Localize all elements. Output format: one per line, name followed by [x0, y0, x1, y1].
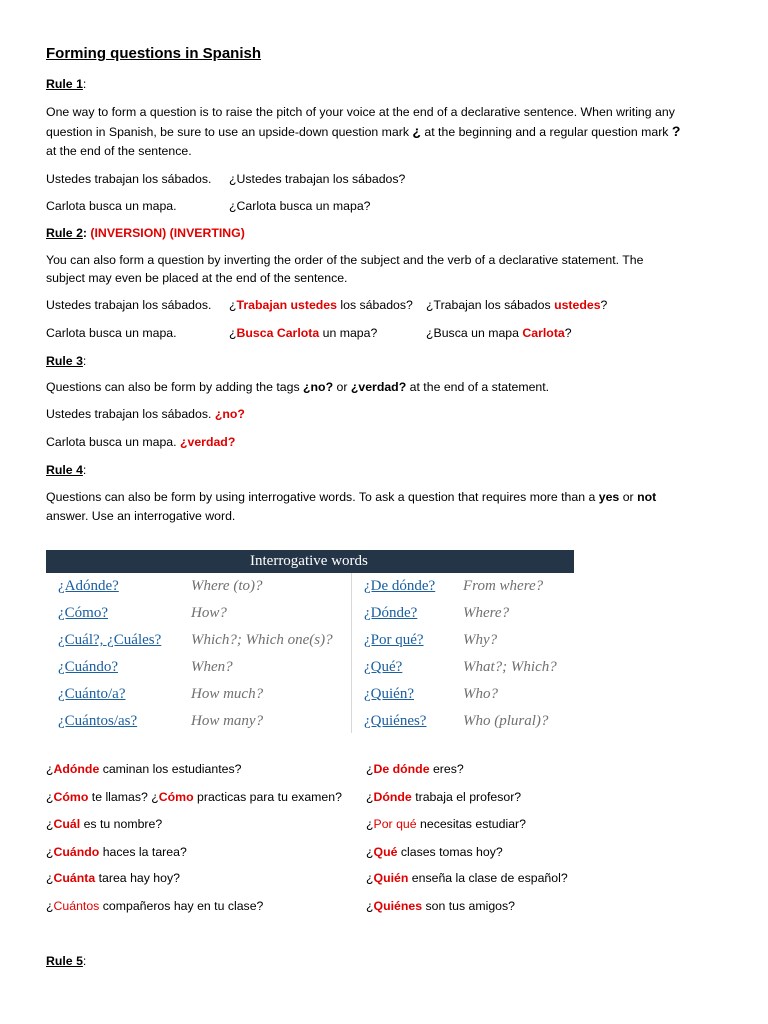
rule-4-paragraph — [46, 488, 726, 525]
q-open: ¿ — [366, 845, 374, 859]
word-meaning: From where? — [463, 578, 544, 594]
rule-2-example-2-left: Carlota busca un mapa. — [46, 326, 177, 340]
rule-1-text-b2: at the beginning and a regular question mark — [420, 125, 672, 139]
rule-4-label: Rule 4 — [46, 463, 83, 477]
interrogative-word-link[interactable]: ¿Por qué? — [364, 632, 424, 648]
example-question — [46, 845, 187, 860]
rule-3-colon: : — [82, 354, 87, 368]
example-question — [46, 762, 241, 777]
rule-1-heading — [46, 77, 86, 92]
rule-1-example-2-right: ¿Carlota busca un mapa? — [229, 199, 371, 213]
rule-2-line-a: You can also form a question by inverting the order of the subject and the verb of a declarative statement. The — [46, 253, 644, 267]
inverted-verb-subject: Trabajan ustedes — [236, 298, 337, 312]
interrogative-word-link[interactable]: ¿Quién? — [364, 686, 414, 702]
example-question — [46, 790, 342, 805]
table-column-divider — [351, 573, 352, 733]
rule-3-or: or — [333, 380, 351, 394]
q-rest: un mapa? — [319, 326, 378, 340]
interrogative-words-table — [46, 550, 574, 736]
q-open: ¿ — [46, 871, 54, 885]
q-open: ¿ — [229, 298, 237, 312]
q-rest: los sábados? — [336, 298, 413, 312]
word-not: not — [637, 490, 657, 504]
example-question — [46, 899, 263, 914]
table-header — [46, 550, 574, 573]
word-meaning: When? — [191, 659, 233, 675]
question-word: Cuánta — [53, 871, 96, 885]
rule-2-line-b: subject may even be placed at the end of the sentence. — [46, 270, 348, 285]
word-meaning: Where (to)? — [191, 578, 263, 594]
question-word: Cuántos — [53, 899, 100, 913]
q-rest: te llamas? ¿ — [88, 790, 159, 804]
q-rest: haces la tarea? — [99, 845, 187, 859]
regular-question-mark: ? — [671, 123, 681, 139]
statement: Ustedes trabajan los sábados. — [46, 407, 215, 421]
interrogative-word-link[interactable]: ¿Qué? — [364, 659, 403, 675]
example-question — [46, 871, 180, 886]
rule-1-paragraph — [46, 103, 726, 161]
q-start: ¿Trabajan los sábados — [426, 298, 555, 312]
word-meaning: Where? — [463, 605, 510, 621]
question-word: Quién — [373, 871, 409, 885]
rule-1-label: Rule 1 — [46, 77, 83, 91]
tag-question: ¿verdad? — [179, 435, 236, 449]
rule-4-line-a — [46, 488, 726, 507]
rule-1-text-b1: question in Spanish, be sure to use an upside-down question mark — [46, 125, 413, 139]
example-question — [366, 871, 568, 886]
interrogative-word-link[interactable]: ¿Dónde? — [364, 605, 418, 621]
rule-3-paragraph — [46, 380, 549, 395]
rule-2-label: Rule 2 — [46, 226, 83, 240]
question-word: Qué — [373, 845, 398, 859]
question-word: Cómo — [53, 790, 89, 804]
question-word: Cómo — [158, 790, 194, 804]
q-close: ? — [564, 326, 572, 340]
q-open: ¿ — [46, 845, 54, 859]
interrogative-word-link[interactable]: ¿Adónde? — [58, 578, 119, 594]
q-rest: necesitas estudiar? — [416, 817, 526, 831]
q-rest: compañeros hay en tu clase? — [99, 899, 264, 913]
rule-3-label: Rule 3 — [46, 354, 83, 368]
word-meaning: How? — [191, 605, 227, 621]
word-meaning: Who? — [463, 686, 498, 702]
upside-down-question-mark: ¿ — [412, 123, 421, 139]
rule-2-example-1-left: Ustedes trabajan los sábados. — [46, 298, 212, 312]
rule-2-example-1-mid — [229, 298, 413, 313]
q-rest: eres? — [429, 762, 464, 776]
inverted-verb-subject: Busca Carlota — [236, 326, 320, 340]
q-rest: tarea hay hoy? — [95, 871, 180, 885]
rule-4-line-b: answer. Use an interrogative word. — [46, 508, 236, 523]
interrogative-word-link[interactable]: ¿Cuánto/a? — [58, 686, 126, 702]
example-question — [366, 790, 521, 805]
rule-4-text-a: Questions can also be form by using interrogative words. To ask a question that requires more than a — [46, 490, 599, 504]
rule-5-label: Rule 5 — [46, 954, 83, 968]
q-rest: clases tomas hoy? — [397, 845, 503, 859]
rule-2-example-2-right — [426, 326, 572, 341]
question-word: Quiénes — [373, 899, 423, 913]
rule-2-paragraph — [46, 252, 726, 287]
question-word: Cuándo — [53, 845, 100, 859]
q-open: ¿ — [46, 762, 54, 776]
rule-1-line-c: at the end of the sentence. — [46, 144, 192, 158]
subject-at-end: Carlota — [522, 326, 565, 340]
interrogative-word-link[interactable]: ¿Cuántos/as? — [58, 713, 138, 729]
question-word: Dónde — [373, 790, 412, 804]
q-open: ¿ — [366, 790, 374, 804]
q-rest: son tus amigos? — [422, 899, 516, 913]
q-open: ¿ — [46, 817, 54, 831]
word-meaning: How many? — [191, 713, 264, 729]
rule-1-line-a: One way to form a question is to raise the pitch of your voice at the end of a declarative sentence. When writing any — [46, 105, 675, 119]
interrogative-word-link[interactable]: ¿Quiénes? — [364, 713, 427, 729]
example-question — [366, 762, 464, 777]
rule-2-colon: : — [82, 226, 91, 240]
word-meaning: Which?; Which one(s)? — [191, 632, 333, 648]
interrogative-word-link[interactable]: ¿De dónde? — [364, 578, 436, 594]
interrogative-word-link[interactable]: ¿Cómo? — [58, 605, 108, 621]
q-start: ¿Busca un mapa — [426, 326, 523, 340]
tag-question: ¿no? — [214, 407, 245, 421]
rule-2-heading — [46, 226, 245, 241]
q-open: ¿ — [366, 817, 374, 831]
q-open: ¿ — [46, 899, 54, 913]
interrogative-word-link[interactable]: ¿Cuál?, ¿Cuáles? — [58, 632, 162, 648]
q-open: ¿ — [366, 899, 374, 913]
question-word: De dónde — [373, 762, 430, 776]
tag-no: ¿no? — [303, 380, 334, 394]
rule-1-colon: : — [82, 77, 87, 91]
statement: Carlota busca un mapa. — [46, 435, 180, 449]
rule-4-or: or — [619, 490, 638, 504]
rule-4-colon: : — [82, 463, 87, 477]
rule-3-text-b: at the end of a statement. — [406, 380, 550, 394]
rule-1-example-1-right: ¿Ustedes trabajan los sábados? — [229, 172, 406, 186]
rule-5-colon: : — [82, 954, 87, 968]
rule-2-example-2-mid — [229, 326, 377, 341]
rule-1-example-2-left: Carlota busca un mapa. — [46, 199, 177, 213]
example-question — [366, 899, 515, 914]
question-word: Adónde — [53, 762, 100, 776]
q-rest: enseña la clase de español? — [408, 871, 568, 885]
rule-3-example-2 — [46, 435, 235, 450]
q-open: ¿ — [366, 762, 374, 776]
rule-2-tag: (INVERSION) (INVERTING) — [90, 226, 245, 240]
word-meaning: Who (plural)? — [463, 713, 549, 729]
rule-3-heading — [46, 354, 86, 369]
example-question — [366, 845, 503, 860]
q-rest: caminan los estudiantes? — [99, 762, 242, 776]
word-meaning: What?; Which? — [463, 659, 557, 675]
question-word: Cuál — [53, 817, 81, 831]
word-meaning: How much? — [191, 686, 264, 702]
question-word: Por qué — [373, 817, 417, 831]
q-rest: es tu nombre? — [80, 817, 163, 831]
q-open: ¿ — [366, 871, 374, 885]
table-header-label: Interrogative words — [250, 553, 368, 569]
q-rest: trabaja el profesor? — [411, 790, 522, 804]
example-question — [46, 817, 162, 832]
word-meaning: Why? — [463, 632, 498, 648]
rule-1-example-1-left: Ustedes trabajan los sábados. — [46, 172, 212, 186]
interrogative-word-link[interactable]: ¿Cuándo? — [58, 659, 118, 675]
tag-verdad: ¿verdad? — [350, 380, 407, 394]
q-close: ? — [600, 298, 608, 312]
q-rest: practicas para tu examen? — [193, 790, 342, 804]
q-open: ¿ — [229, 326, 237, 340]
rule-4-heading — [46, 463, 86, 478]
rule-3-example-1 — [46, 407, 245, 422]
example-question — [366, 817, 526, 832]
rule-1-line-b — [46, 122, 726, 142]
subject-at-end: ustedes — [554, 298, 601, 312]
rule-5-heading — [46, 954, 86, 969]
rule-3-text-a: Questions can also be form by adding the tags — [46, 380, 304, 394]
q-open: ¿ — [46, 790, 54, 804]
rule-2-example-1-right — [426, 298, 607, 313]
word-yes: yes — [598, 490, 620, 504]
page-title: Forming questions in Spanish — [46, 45, 262, 62]
